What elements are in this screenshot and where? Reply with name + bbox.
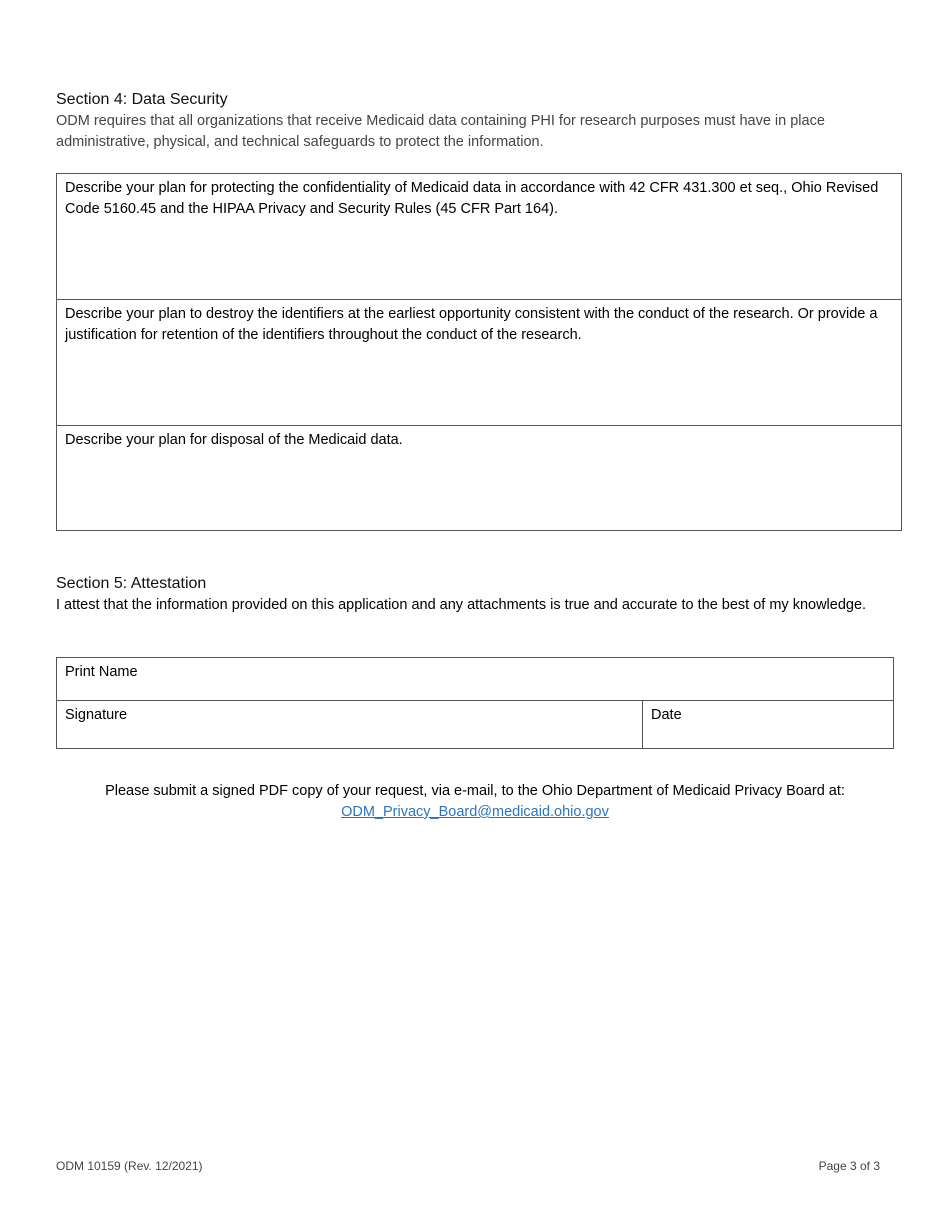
signature-field[interactable]	[57, 701, 643, 748]
attestation-table	[56, 657, 894, 749]
print-name-label: Print Name	[65, 664, 138, 680]
date-label: Date	[651, 707, 682, 723]
print-name-field[interactable]	[57, 658, 893, 701]
privacy-board-email-link[interactable]: ODM_Privacy_Board@medicaid.ohio.gov	[341, 804, 609, 820]
identifier-destruction-label: Describe your plan to destroy the identifiers at the earliest opportunity consistent with the conduct of the research. Or provide a justification for retention of the identifiers throughout the conduct of the research.	[65, 306, 878, 343]
submission-instruction: Please submit a signed PDF copy of your request, via e-mail, to the Ohio Department of Medicaid Privacy Board at:	[105, 783, 845, 799]
form-id: ODM 10159 (Rev. 12/2021)	[56, 1159, 203, 1173]
section-4-title: Section 4: Data Security	[56, 91, 228, 108]
page-number: Page 3 of 3	[818, 1159, 880, 1173]
data-disposal-field[interactable]	[57, 426, 901, 530]
signature-label: Signature	[65, 707, 128, 723]
confidentiality-plan-field[interactable]	[57, 174, 901, 300]
confidentiality-plan-label: Describe your plan for protecting the confidentiality of Medicaid data in accordance with 42 CFR 431.300 et seq., Ohio Revised Code 5160.45 and the HIPAA Privacy and Security Rules (45 CFR Part 164).	[65, 180, 879, 217]
identifier-destruction-field[interactable]	[57, 300, 901, 426]
section-4-intro: ODM requires that all organizations that receive Medicaid data containing PHI for research purposes must have in place administrative, physical, and technical safeguards to protect the information.	[56, 113, 825, 150]
data-disposal-label: Describe your plan for disposal of the Medicaid data.	[65, 432, 403, 448]
submission-email-wrapper	[56, 802, 894, 823]
section-5-title: Section 5: Attestation	[56, 575, 207, 592]
data-security-table	[56, 173, 902, 531]
attestation-statement: I attest that the information provided on this application and any attachments is true and accurate to the best of my knowledge.	[56, 597, 867, 613]
date-field[interactable]	[643, 701, 893, 748]
